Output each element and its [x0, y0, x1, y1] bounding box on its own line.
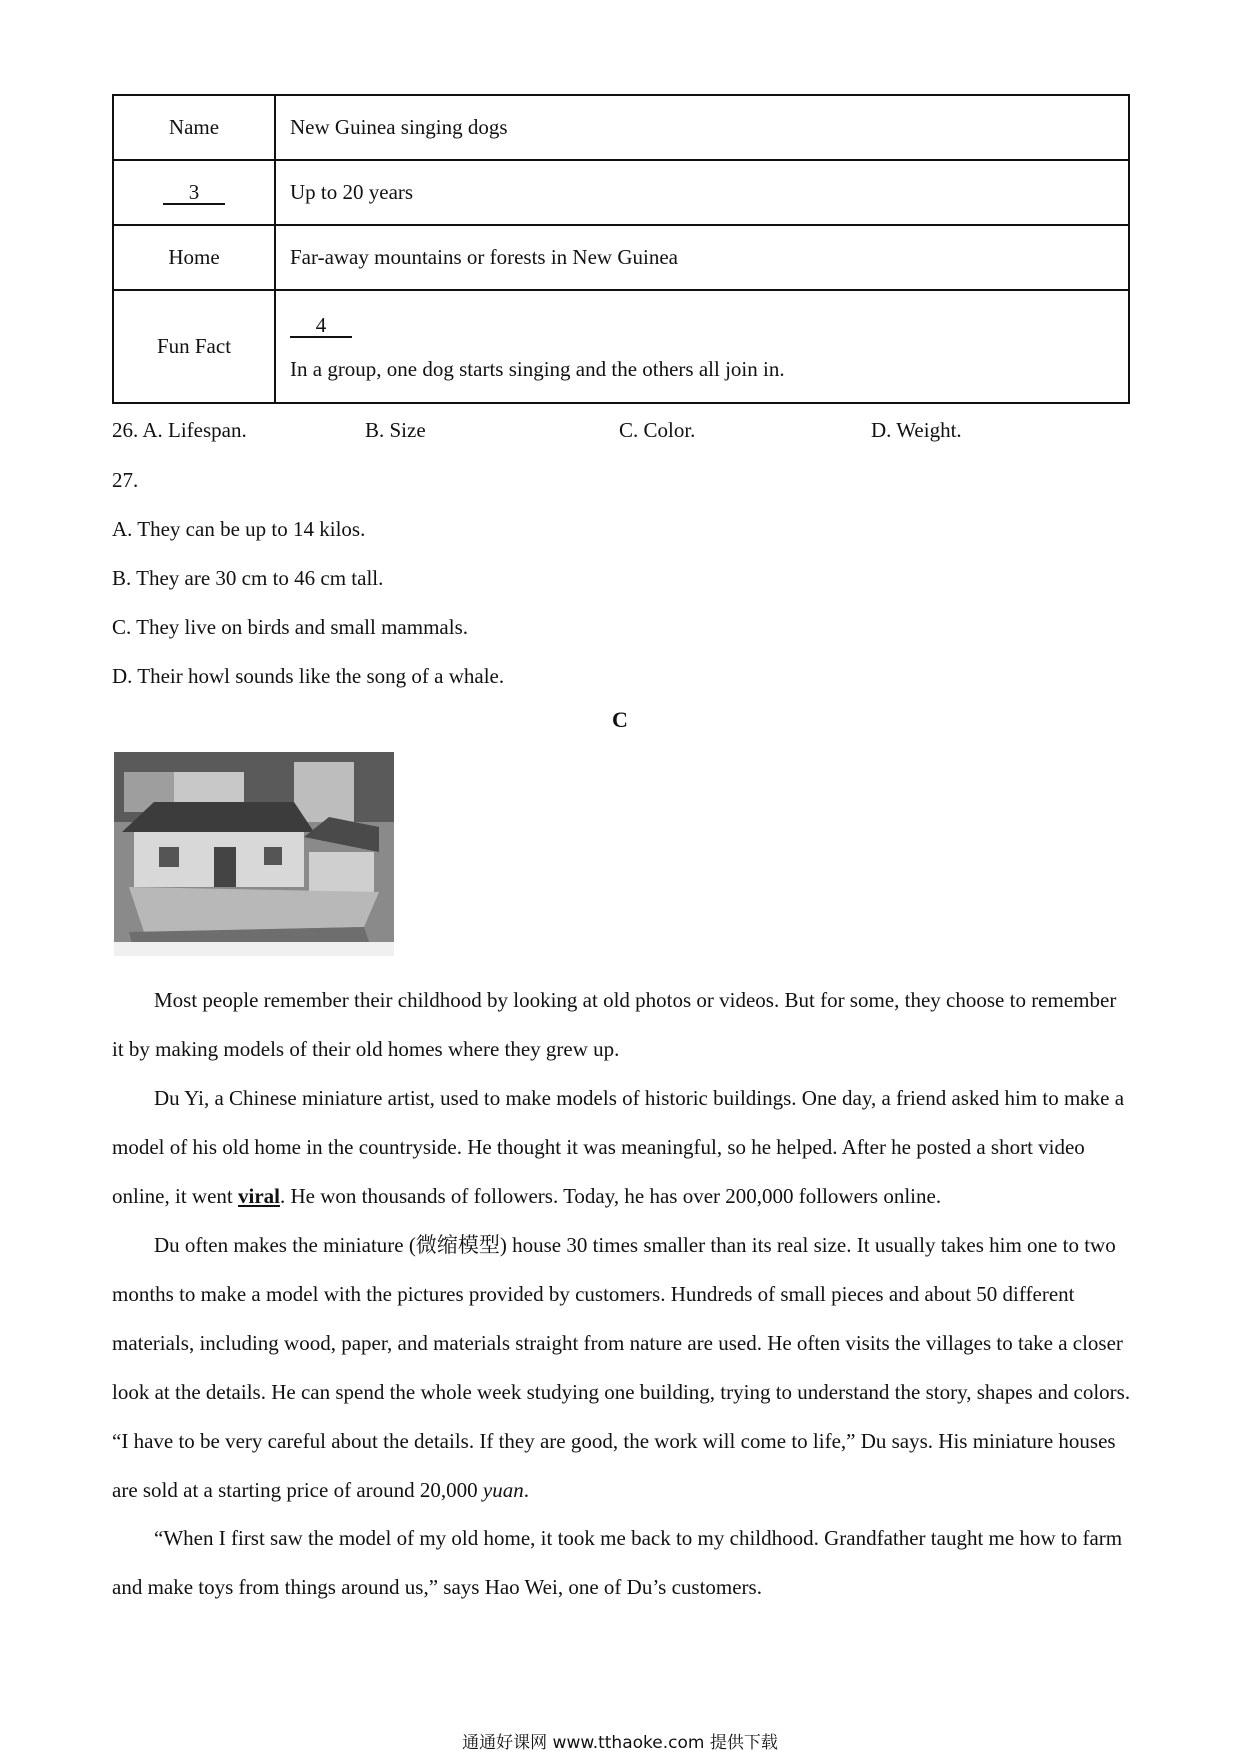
blank-3: 3	[163, 181, 225, 205]
page-footer: 通通好课网 www.tthaoke.com 提供下载	[462, 1733, 778, 1753]
paragraph-3-emphasis: yuan	[482, 1478, 524, 1502]
q26-option-d: D. Weight.	[871, 418, 962, 442]
fun-fact-blank-line	[290, 303, 1128, 347]
blank-4: 4	[290, 314, 352, 338]
row-value: New Guinea singing dogs	[275, 95, 1129, 160]
table-row	[113, 225, 1129, 290]
paragraph-2	[112, 1074, 1132, 1221]
paragraph-3-before: Du often makes the miniature (微缩模型) house 30 times smaller than its real size. It usually takes him one to two months to make a model with the pictures provided by customers. Hundreds of small pieces and about 50 different materials, including wood, paper, and materials straight from nature are used. He often visits the villages to take a closer look at the details. He can spend the whole week studying one building, trying to understand the story, shapes and colors. “I have to be very careful about the details. If they are good, the work will come to life,” Du says. His miniature houses are sold at a starting price of around 20,000	[112, 1233, 1131, 1502]
row-value: Up to 20 years	[275, 160, 1129, 225]
fun-fact-text: In a group, one dog starts singing and the others all join in.	[290, 356, 785, 381]
info-table	[112, 94, 1130, 404]
paragraph-4: “When I first saw the model of my old home, it took me back to my childhood. Grandfather taught me how to farm and make toys from things around us,” says Hao Wei, one of Du’s customers.	[112, 1526, 1123, 1599]
paragraph-1: Most people remember their childhood by looking at old photos or videos. But for some, they choose to remember it by making models of their old homes where they grew up.	[112, 988, 1117, 1061]
q27-option-d: D. Their howl sounds like the song of a whale.	[112, 664, 505, 688]
q26-option-c: C. Color.	[619, 418, 696, 442]
q27-number: 27.	[112, 468, 139, 492]
paragraph-2-before: Du Yi, a Chinese miniature artist, used to make models of historic buildings. One day, a friend asked him to make a model of his old home in the countryside. He thought it was meaningful, so he helped. After he posted a short video online, it went	[112, 1086, 1125, 1208]
section-title: C	[612, 707, 628, 732]
row-label: Fun Fact	[113, 290, 275, 403]
paragraph-2-after: . He won thousands of followers. Today, he has over 200,000 followers online.	[279, 1184, 942, 1208]
q27-option-a: A. They can be up to 14 kilos.	[112, 517, 366, 541]
row-label-blank	[113, 160, 275, 225]
paragraph-3-after: .	[523, 1478, 529, 1502]
q26-number: 26.	[112, 418, 139, 442]
row-label: Name	[113, 95, 275, 160]
keyword-viral: viral	[237, 1184, 280, 1208]
row-value-fun-fact	[275, 290, 1129, 403]
table-row	[113, 160, 1129, 225]
q26-option-a: A. Lifespan.	[142, 418, 247, 442]
q27-option-b: B. They are 30 cm to 46 cm tall.	[112, 566, 384, 590]
table-row	[113, 95, 1129, 160]
miniature-house-photo	[114, 752, 394, 956]
table-row	[113, 290, 1129, 403]
row-label: Home	[113, 225, 275, 290]
q27-option-c: C. They live on birds and small mammals.	[112, 615, 468, 639]
q26-number-option-a	[112, 418, 247, 443]
paragraph-3	[112, 1221, 1132, 1515]
row-value: Far-away mountains or forests in New Guinea	[275, 225, 1129, 290]
q26-option-b: B. Size	[365, 418, 426, 442]
